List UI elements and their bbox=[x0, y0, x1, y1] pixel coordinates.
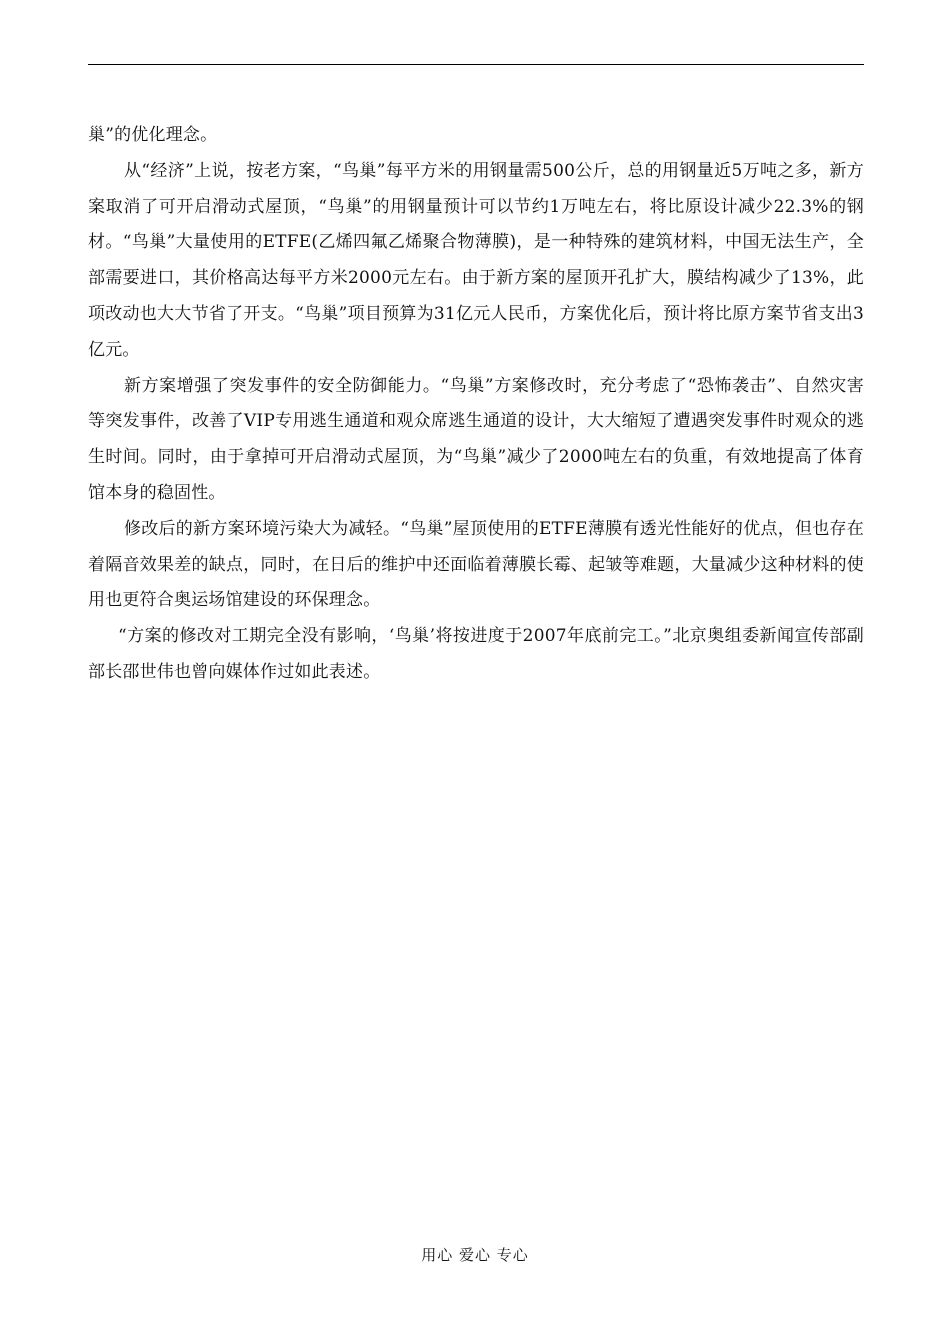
paragraph-safety: 新方案增强了突发事件的安全防御能力。“鸟巢”方案修改时，充分考虑了“恐怖袭击”、自然灾害等突发事件，改善了VIP专用逃生通道和观众席逃生通道的设计，大大缩短了遭遇突发事件时观众的逃生时间。同时，由于拿掉可开启滑动式屋顶，为“鸟巢”减少了2000吨左右的负重，有效地提高了体育馆本身的稳固性。 bbox=[88, 375, 864, 503]
paragraph-schedule-quote: “方案的修改对工期完全没有影响，‘鸟巢’将按进度于2007年底前完工。”北京奥组委新闻宣传部副部长邵世伟也曾向媒体作过如此表述。 bbox=[88, 626, 864, 682]
header-rule bbox=[88, 64, 864, 65]
paragraph-continuation: 巢”的优化理念。 bbox=[88, 125, 218, 145]
page-footer: 用心 爱心 专心 bbox=[421, 1246, 529, 1264]
paragraph-economy: 从“经济”上说，按老方案，“鸟巢”每平方米的用钢量需500公斤，总的用钢量近5万吨之多，新方案取消了可开启滑动式屋顶，“鸟巢”的用钢量预计可以节约1万吨左右，将比原设计减少22.3%的钢材。“鸟巢”大量使用的ETFE(乙烯四氟乙烯聚合物薄膜)，是一种特殊的建筑材料，中国无法生产，全部需要进口，其价格高达每平方米2000元左右。由于新方案的屋顶开孔扩大，膜结构减少了13%，此项改动也大大节省了开支。“鸟巢”项目预算为31亿元人民币，方案优化后，预计将比原方案节省支出3亿元。 bbox=[88, 160, 864, 360]
paragraph-environment: 修改后的新方案环境污染大为减轻。“鸟巢”屋顶使用的ETFE薄膜有透光性能好的优点，但也存在着隔音效果差的缺点，同时，在日后的维护中还面临着薄膜长霉、起皱等难题，大量减少这种材料的使用也更符合奥运场馆建设的环保理念。 bbox=[88, 518, 864, 611]
document-body bbox=[88, 118, 864, 691]
